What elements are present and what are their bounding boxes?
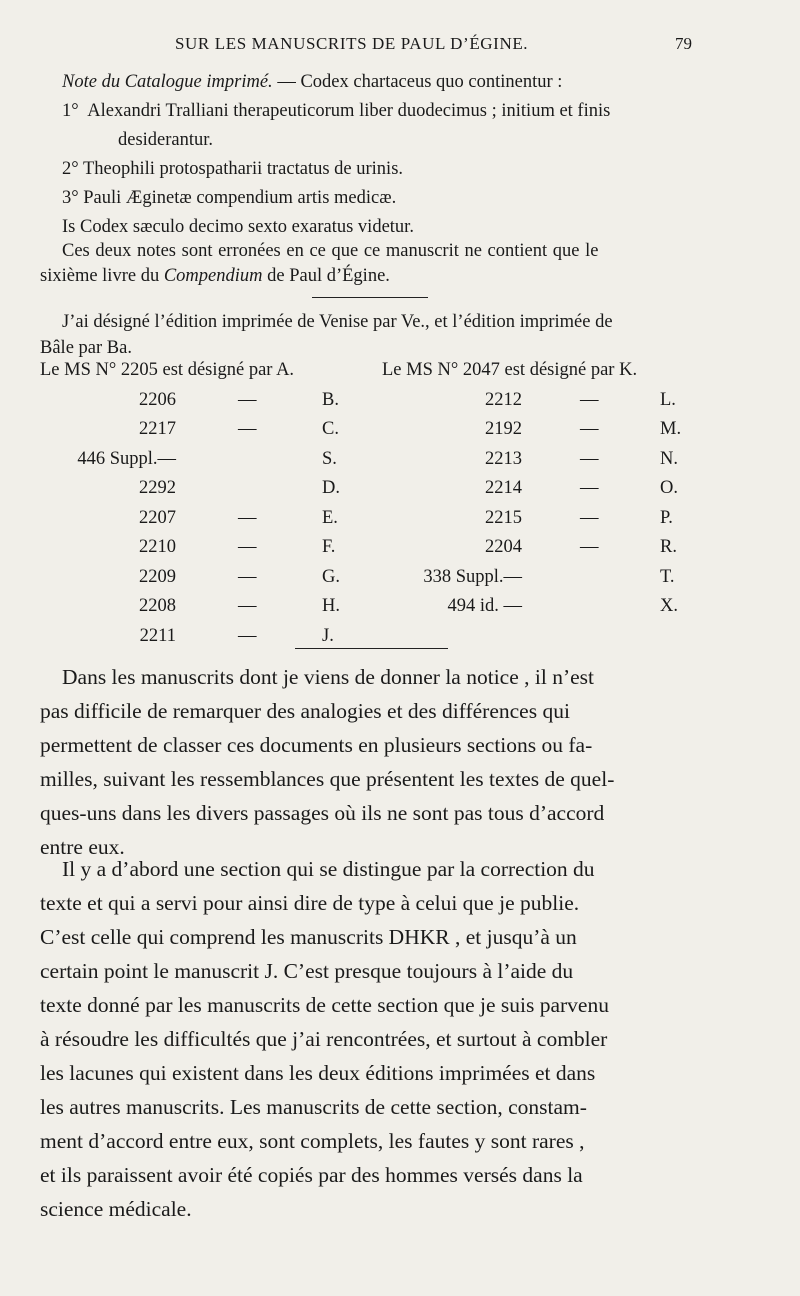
catalogue-note-line [62, 68, 562, 98]
paragraph-line: certain point le manuscrit J. C’est presque toujours à l’aide du [40, 959, 574, 983]
right-dash: — [580, 507, 599, 528]
table-row [40, 567, 700, 597]
table-row [40, 596, 700, 626]
right-dash: — [580, 478, 599, 498]
left-letter: B. [322, 389, 339, 410]
paragraph-line: C’est celle qui comprend les manuscrits DHKR , et jusqu’à un [40, 925, 577, 949]
right-ms-number: 494 id. — [447, 596, 522, 616]
running-header [0, 34, 800, 58]
left-letter: H. [322, 596, 340, 616]
paragraph-line: pas difficile de remarquer des analogies et des différences qui [40, 699, 570, 723]
paragraph-line: les autres manuscrits. Les manuscrits de cette section, constam- [40, 1095, 587, 1119]
paragraph-line: milles, suivant les ressemblances que présentent les textes de quel- [40, 767, 615, 791]
paragraph-line: les lacunes qui existent dans les deux éditions imprimées et dans [40, 1061, 596, 1085]
right-letter: X. [660, 596, 678, 616]
note-remark-line-2 [40, 262, 390, 292]
right-dash: — [580, 419, 599, 439]
note-item-3: 3° Pauli Æginetæ compendium artis medicæ. [62, 188, 397, 208]
right-ms-number: 2212 [485, 389, 522, 410]
left-letter: S. [322, 448, 337, 469]
right-ms-number: 2192 [485, 419, 522, 439]
left-dash: — [238, 537, 257, 557]
manuscript-table [40, 360, 700, 655]
left-ms-number: 2292 [139, 478, 176, 498]
right-letter: T. [660, 566, 675, 587]
table-row [40, 508, 700, 538]
right-ms-number: 2215 [485, 507, 522, 528]
right-ms-number: 2213 [485, 448, 522, 469]
note-remark-line-1: Ces deux notes sont erronées en ce que ce manuscrit ne contient que le [62, 241, 599, 261]
table-row [40, 478, 700, 508]
left-dash: — [238, 419, 257, 439]
left-letter: J. [322, 625, 334, 646]
right-dash: — [580, 448, 599, 469]
paragraph-line: ment d’accord entre eux, sont complets, les fautes y sont rares , [40, 1129, 585, 1153]
left-ms-number: 2211 [139, 625, 176, 646]
right-dash: — [580, 389, 599, 410]
right-ms-number: 2204 [485, 537, 522, 557]
table-row [40, 626, 700, 656]
left-letter: G. [322, 566, 340, 587]
left-ms-number: 446 Suppl.— [77, 448, 176, 469]
remark-text-a: sixième livre du [40, 266, 160, 286]
editions-line-2: Bâle par Ba. [40, 338, 132, 358]
left-ms-number: 2206 [139, 389, 176, 410]
table-row [40, 419, 700, 449]
note-item-1-continuation: desiderantur. [118, 130, 214, 150]
left-ms-number: 2208 [139, 596, 176, 616]
editions-line-1: J’ai désigné l’édition imprimée de Venise par Ve., et l’édition imprimée de [62, 312, 613, 332]
right-dash: — [580, 537, 599, 557]
right-letter: L. [660, 389, 676, 410]
note-item-1-text: Alexandri Tralliani therapeuticorum liber duodecimus ; initium et finis [87, 101, 611, 121]
paragraph-line: permettent de classer ces documents en plusieurs sections ou fa- [40, 733, 593, 757]
right-ms-number: 2214 [485, 478, 522, 498]
right-letter: P. [660, 507, 673, 528]
paragraph-line: texte donné par les manuscrits de cette section que je suis parvenu [40, 993, 609, 1017]
left-dash: — [238, 596, 257, 616]
header-left: Le MS N° 2205 est désigné par A. [40, 360, 295, 380]
right-letter: R. [660, 537, 677, 557]
catalogue-note-label: Note du Catalogue imprimé. [62, 72, 273, 92]
paragraph-line: entre eux. [40, 835, 125, 859]
left-ms-number: 2210 [139, 537, 176, 557]
header-right: Le MS N° 2047 est désigné par K. [382, 360, 638, 380]
remark-compendium: Compendium [163, 266, 263, 286]
note-item-1 [62, 97, 610, 127]
note-item-2: 2° Theophili protospatharii tractatus de urinis. [62, 159, 404, 179]
left-letter: C. [322, 419, 339, 439]
left-letter: E. [322, 507, 338, 528]
section-divider [312, 297, 428, 298]
left-ms-number: 2209 [139, 566, 176, 587]
paragraph-line: à résoudre les difficultés que j’ai rencontrées, et surtout à combler [40, 1027, 608, 1051]
left-dash: — [238, 566, 257, 587]
catalogue-note-intro: — Codex chartaceus quo continentur : [277, 72, 563, 92]
left-letter: D. [322, 478, 340, 498]
paragraph-line: ques-uns dans les divers passages où ils ne sont pas tous d’accord [40, 801, 605, 825]
left-ms-number: 2207 [139, 507, 176, 528]
left-dash: — [238, 625, 257, 646]
left-dash: — [238, 389, 257, 410]
table-row [40, 449, 700, 479]
running-title: SUR LES MANUSCRITS DE PAUL D’ÉGINE. [175, 34, 529, 53]
paragraph-line: Il y a d’abord une section qui se distingue par la correction du [62, 857, 595, 881]
left-letter: F. [322, 537, 336, 557]
right-letter: N. [660, 448, 678, 469]
page-number: 79 [675, 34, 692, 53]
left-dash: — [238, 507, 257, 528]
note-item-1-number: 1° [62, 101, 79, 121]
table-header-row [40, 360, 700, 390]
paragraph-line: Dans les manuscrits dont je viens de donner la notice , il n’est [62, 665, 594, 689]
note-sentence: Is Codex sæculo decimo sexto exaratus videtur. [62, 217, 414, 237]
table-row [40, 390, 700, 420]
right-ms-number: 338 Suppl.— [423, 566, 522, 587]
right-letter: O. [660, 478, 678, 498]
remark-text-c: de Paul d’Égine. [267, 266, 390, 286]
table-row [40, 537, 700, 567]
section-divider-2 [295, 648, 448, 649]
paragraph-line: science médicale. [40, 1197, 192, 1221]
right-letter: M. [660, 419, 682, 439]
left-ms-number: 2217 [139, 419, 176, 439]
table-body [40, 390, 700, 656]
paragraph-line: et ils paraissent avoir été copiés par des hommes versés dans la [40, 1163, 583, 1187]
paragraph-line: texte et qui a servi pour ainsi dire de type à celui que je publie. [40, 891, 580, 915]
